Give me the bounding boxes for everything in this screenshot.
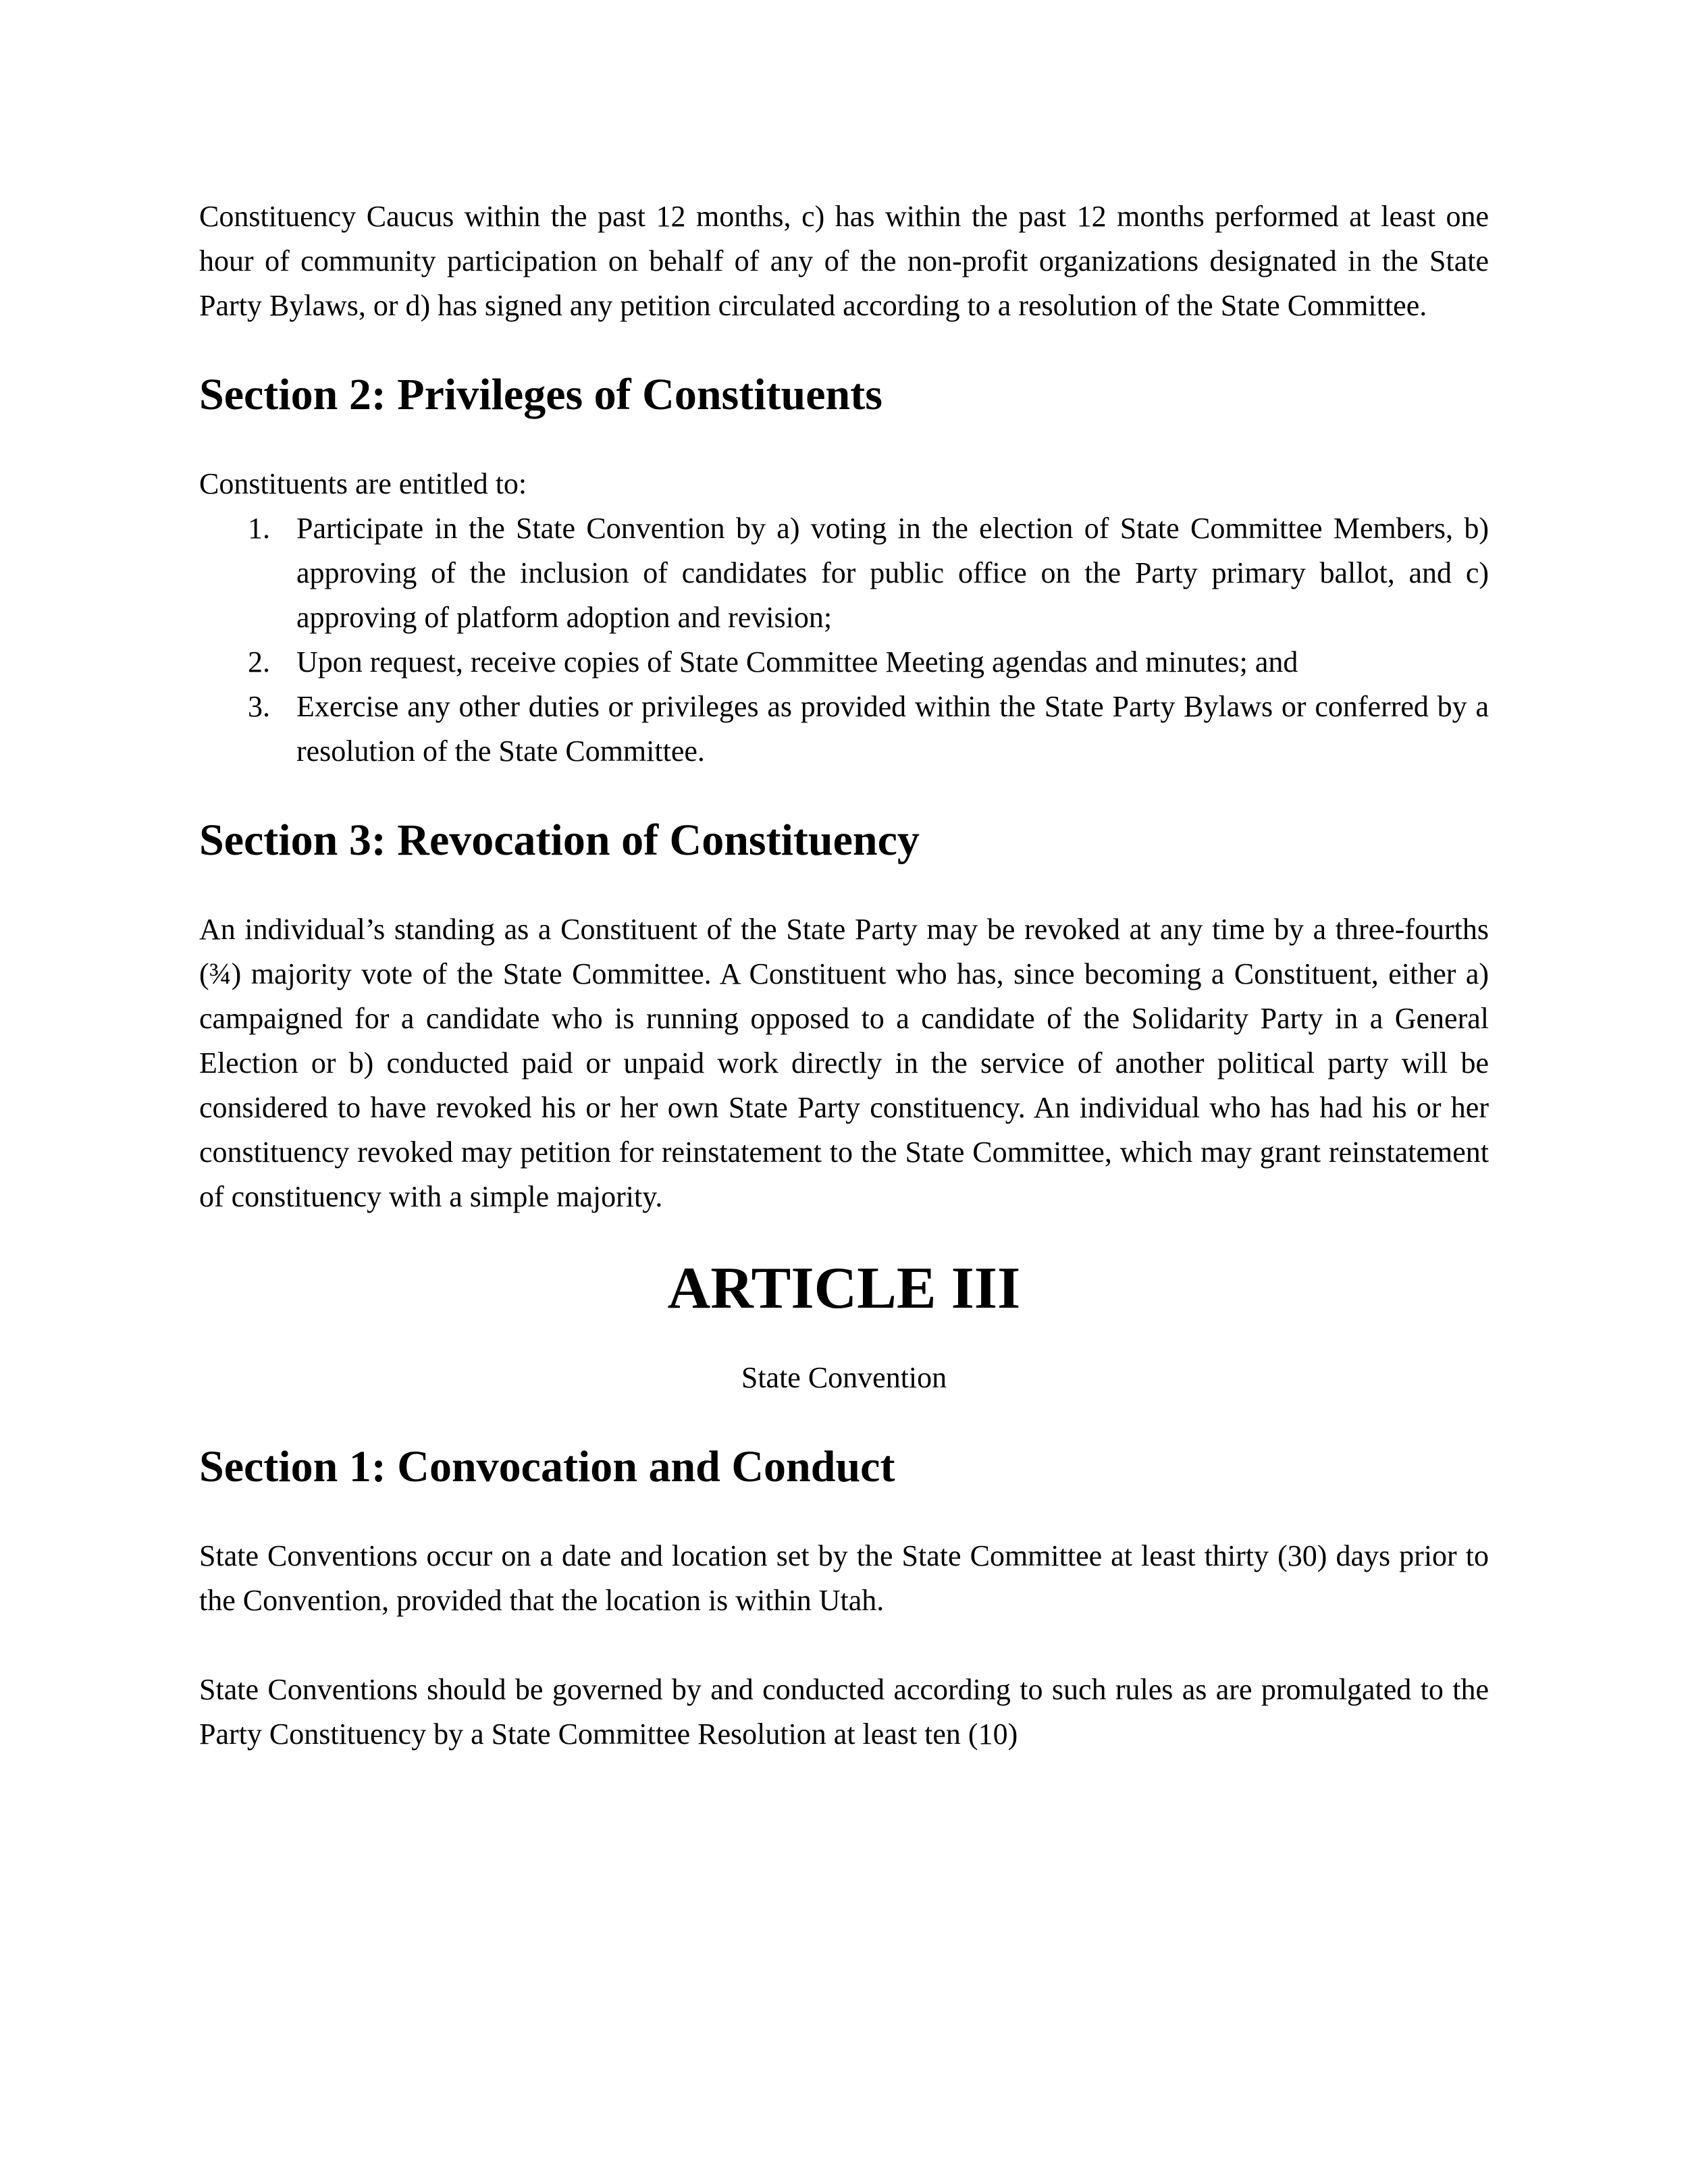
convocation-paragraph-2: State Conventions should be governed by and conducted according to such rules as are promulgated to the Party Constituency by a State Committee Resolution at least ten (10)	[199, 1673, 1489, 1751]
privileges-list	[199, 506, 1489, 774]
intro-paragraph: Constituency Caucus within the past 12 months, c) has within the past 12 months performed at least one hour of community participation on behalf of any of the non-profit organizations designated in the State Party Bylaws, or d) has signed any petition circulated according to a resolution of the State Committee.	[199, 200, 1489, 322]
section-2-heading: Section 2: Privileges of Constituents	[199, 370, 882, 419]
list-number: 1.	[248, 512, 270, 545]
list-text: Upon request, receive copies of State Committee Meeting agendas and minutes; and	[296, 645, 1298, 678]
list-item	[199, 685, 1489, 774]
article-3-title: ARTICLE III	[667, 1256, 1021, 1321]
list-number: 2.	[248, 645, 270, 678]
section-2-lead: Constituents are entitled to:	[199, 467, 527, 500]
article-3-section-1-heading: Section 1: Convocation and Conduct	[199, 1442, 895, 1491]
list-item	[199, 506, 1489, 640]
list-number: 3.	[248, 690, 270, 723]
convocation-paragraph-1: State Conventions occur on a date and location set by the State Committee at least thirty (30) days prior to the Convention, provided that the location is within Utah.	[199, 1539, 1489, 1617]
article-3-subtitle: State Convention	[741, 1361, 947, 1394]
list-text: Participate in the State Convention by a) voting in the election of State Committee Members, b) approving of the inclusion of candidates for public office on the Party primary ballot, and c) approving of platform adoption and revision;	[296, 512, 1489, 634]
section-3-heading: Section 3: Revocation of Constituency	[199, 816, 920, 865]
list-item	[199, 640, 1489, 685]
list-text: Exercise any other duties or privileges as provided within the State Party Bylaws or conferred by a resolution of the State Committee.	[296, 690, 1489, 768]
section-3-paragraph: An individual’s standing as a Constituent of the State Party may be revoked at any time by a three-fourths (¾) majority vote of the State Committee. A Constituent who has, since becoming a Constituent, either a) campaigned for a candidate who is running opposed to a candidate of the Solidarity Party in a General Election or b) conducted paid or unpaid work directly in the service of another political party will be considered to have revoked his or her own State Party constituency. An individual who has had his or her constituency revoked may petition for reinstatement to the State Committee, which may grant reinstatement of constituency with a simple majority.	[199, 913, 1489, 1213]
